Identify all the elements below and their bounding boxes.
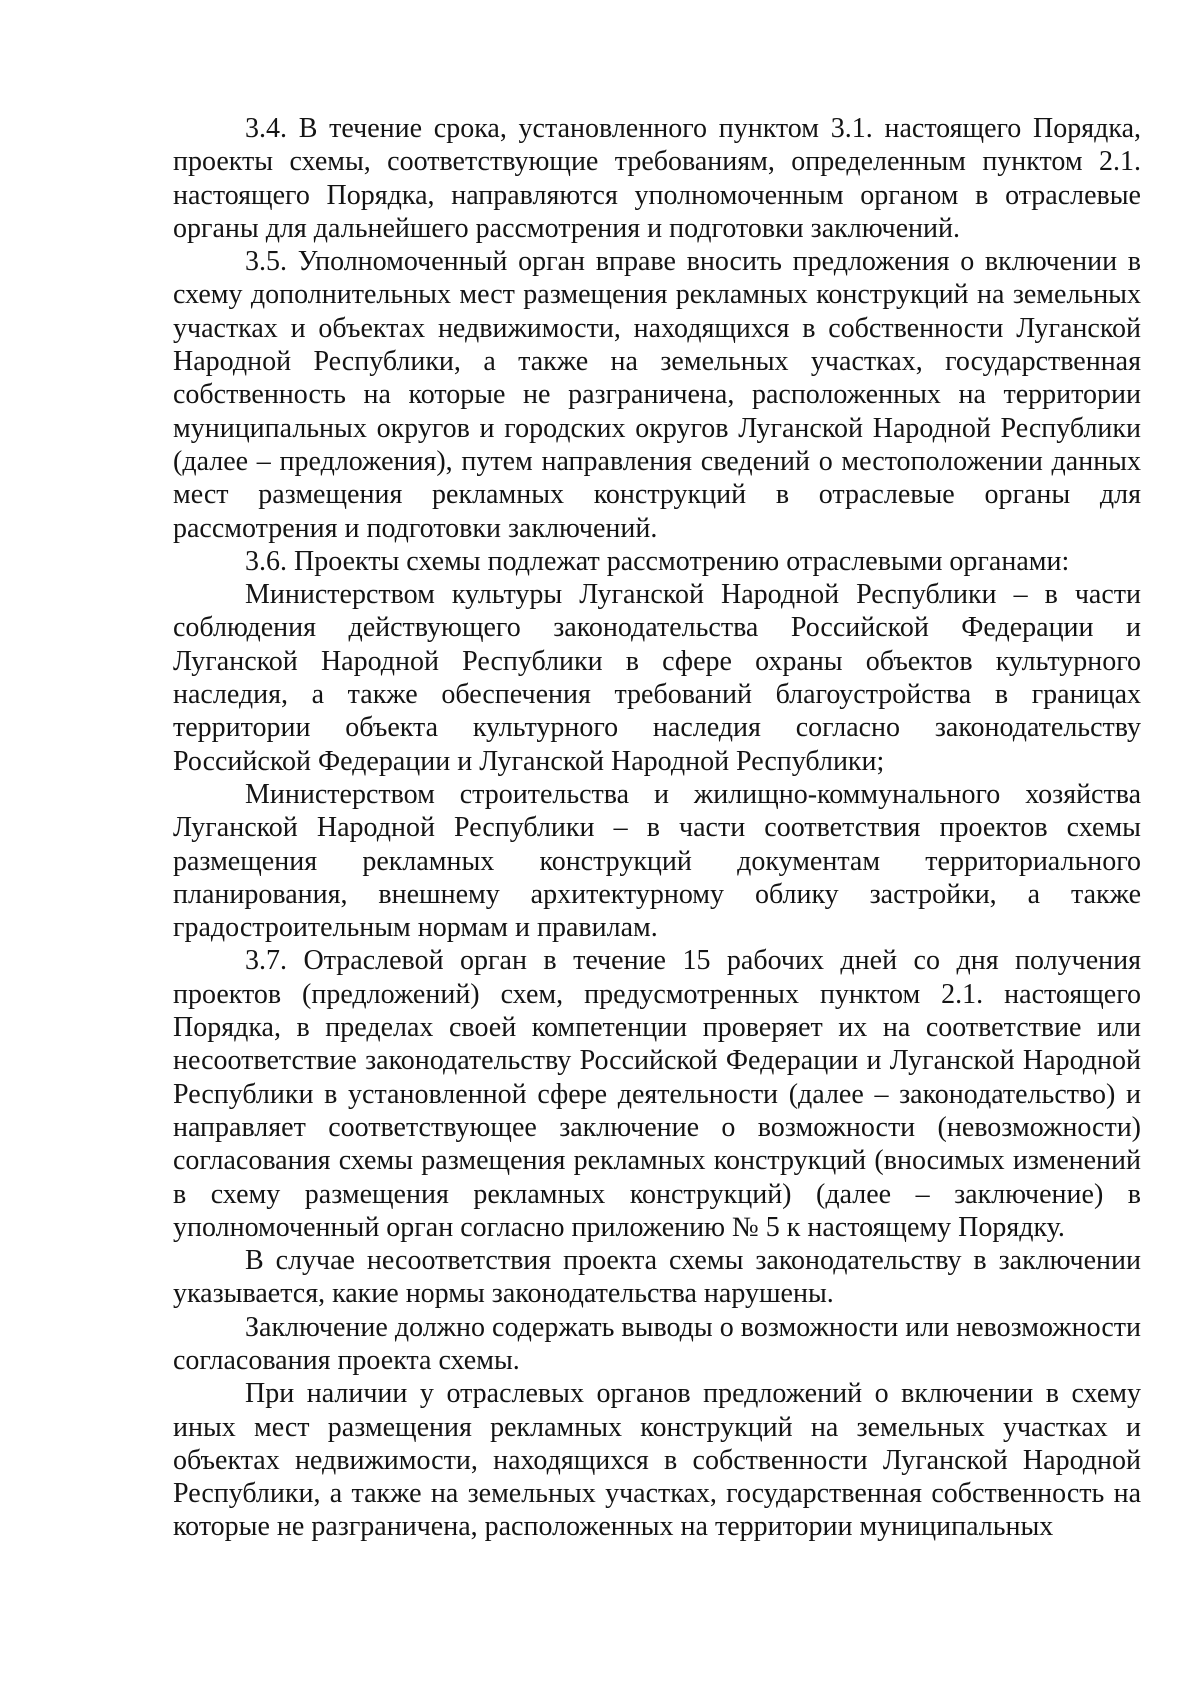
paragraph-3-7: 3.7. Отраслевой орган в течение 15 рабочих дней со дня получения проектов (предложений) схем, предусмотренных пунктом 2.1. настоящего Порядка, в пределах своей компетенции проверяет их на соответствие или несоответствие законодательству Российской Федерации и Луганской Народной Республики в установленной сфере деятельности (далее – законодательство) и направляет соответствующее заключение о возможности (невозможности) согласования схемы размещения рекламных конструкций (вносимых изменений в схему размещения рекламных конструкций) (далее – заключение) в уполномоченный орган согласно приложению № 5 к настоящему Порядку. xyxy=(173,945,1141,1243)
paragraph-nonconformity: В случае несоответствия проекта схемы законодательству в заключении указывается, какие нормы законодательства нарушены. xyxy=(173,1245,1141,1310)
paragraph-ministry-of-culture: Министерством культуры Луганской Народной Республики – в части соблюдения действующего законодательства Российской Федерации и Луганской Народной Республики в сфере охраны объектов культурного наследия, а также обеспечения требований благоустройства в границах территории объекта культурного наследия согласно законодательству Российской Федерации и Луганской Народной Республики; xyxy=(173,579,1141,777)
paragraph-conclusion-content: Заключение должно содержать выводы о возможности или невозможности согласования проекта схемы. xyxy=(173,1311,1141,1376)
paragraph-additional-proposals: При наличии у отраслевых органов предложений о включении в схему иных мест размещения рекламных конструкций на земельных участках и объектах недвижимости, находящихся в собственности Луганской Народной Республики, а также на земельных участках, государственная собственность на которые не разграничена, расположенных на территории муниципальных xyxy=(173,1378,1141,1543)
paragraph-ministry-of-construction: Министерством строительства и жилищно-коммунального хозяйства Луганской Народной Республики – в части соответствия проектов схемы размещения рекламных конструкций документам территориального планирования, внешнему архитектурному облику застройки, а также градостроительным нормам и правилам. xyxy=(173,778,1141,944)
paragraph-3-4: 3.4. В течение срока, установленного пунктом 3.1. настоящего Порядка, проекты схемы, соответствующие требованиям, определенным пунктом 2.1. настоящего Порядка, направляются уполномоченным органом в отраслевые органы для дальнейшего рассмотрения и подготовки заключений. xyxy=(173,113,1141,244)
paragraph-3-5: 3.5. Уполномоченный орган вправе вносить предложения о включении в схему дополнительных мест размещения рекламных конструкций на земельных участках и объектах недвижимости, находящихся в собственности Луганской Народной Республики, а также на земельных участках, государственная собственность на которые не разграничена, расположенных на территории муниципальных округов и городских округов Луганской Народной Республики (далее – предложения), путем направления сведений о местоположении данных мест размещения рекламных конструкций в отраслевые органы для рассмотрения и подготовки заключений. xyxy=(173,246,1141,544)
document-body xyxy=(173,112,1141,1544)
paragraph-3-6: 3.6. Проекты схемы подлежат рассмотрению отраслевыми органами: xyxy=(245,545,1070,577)
